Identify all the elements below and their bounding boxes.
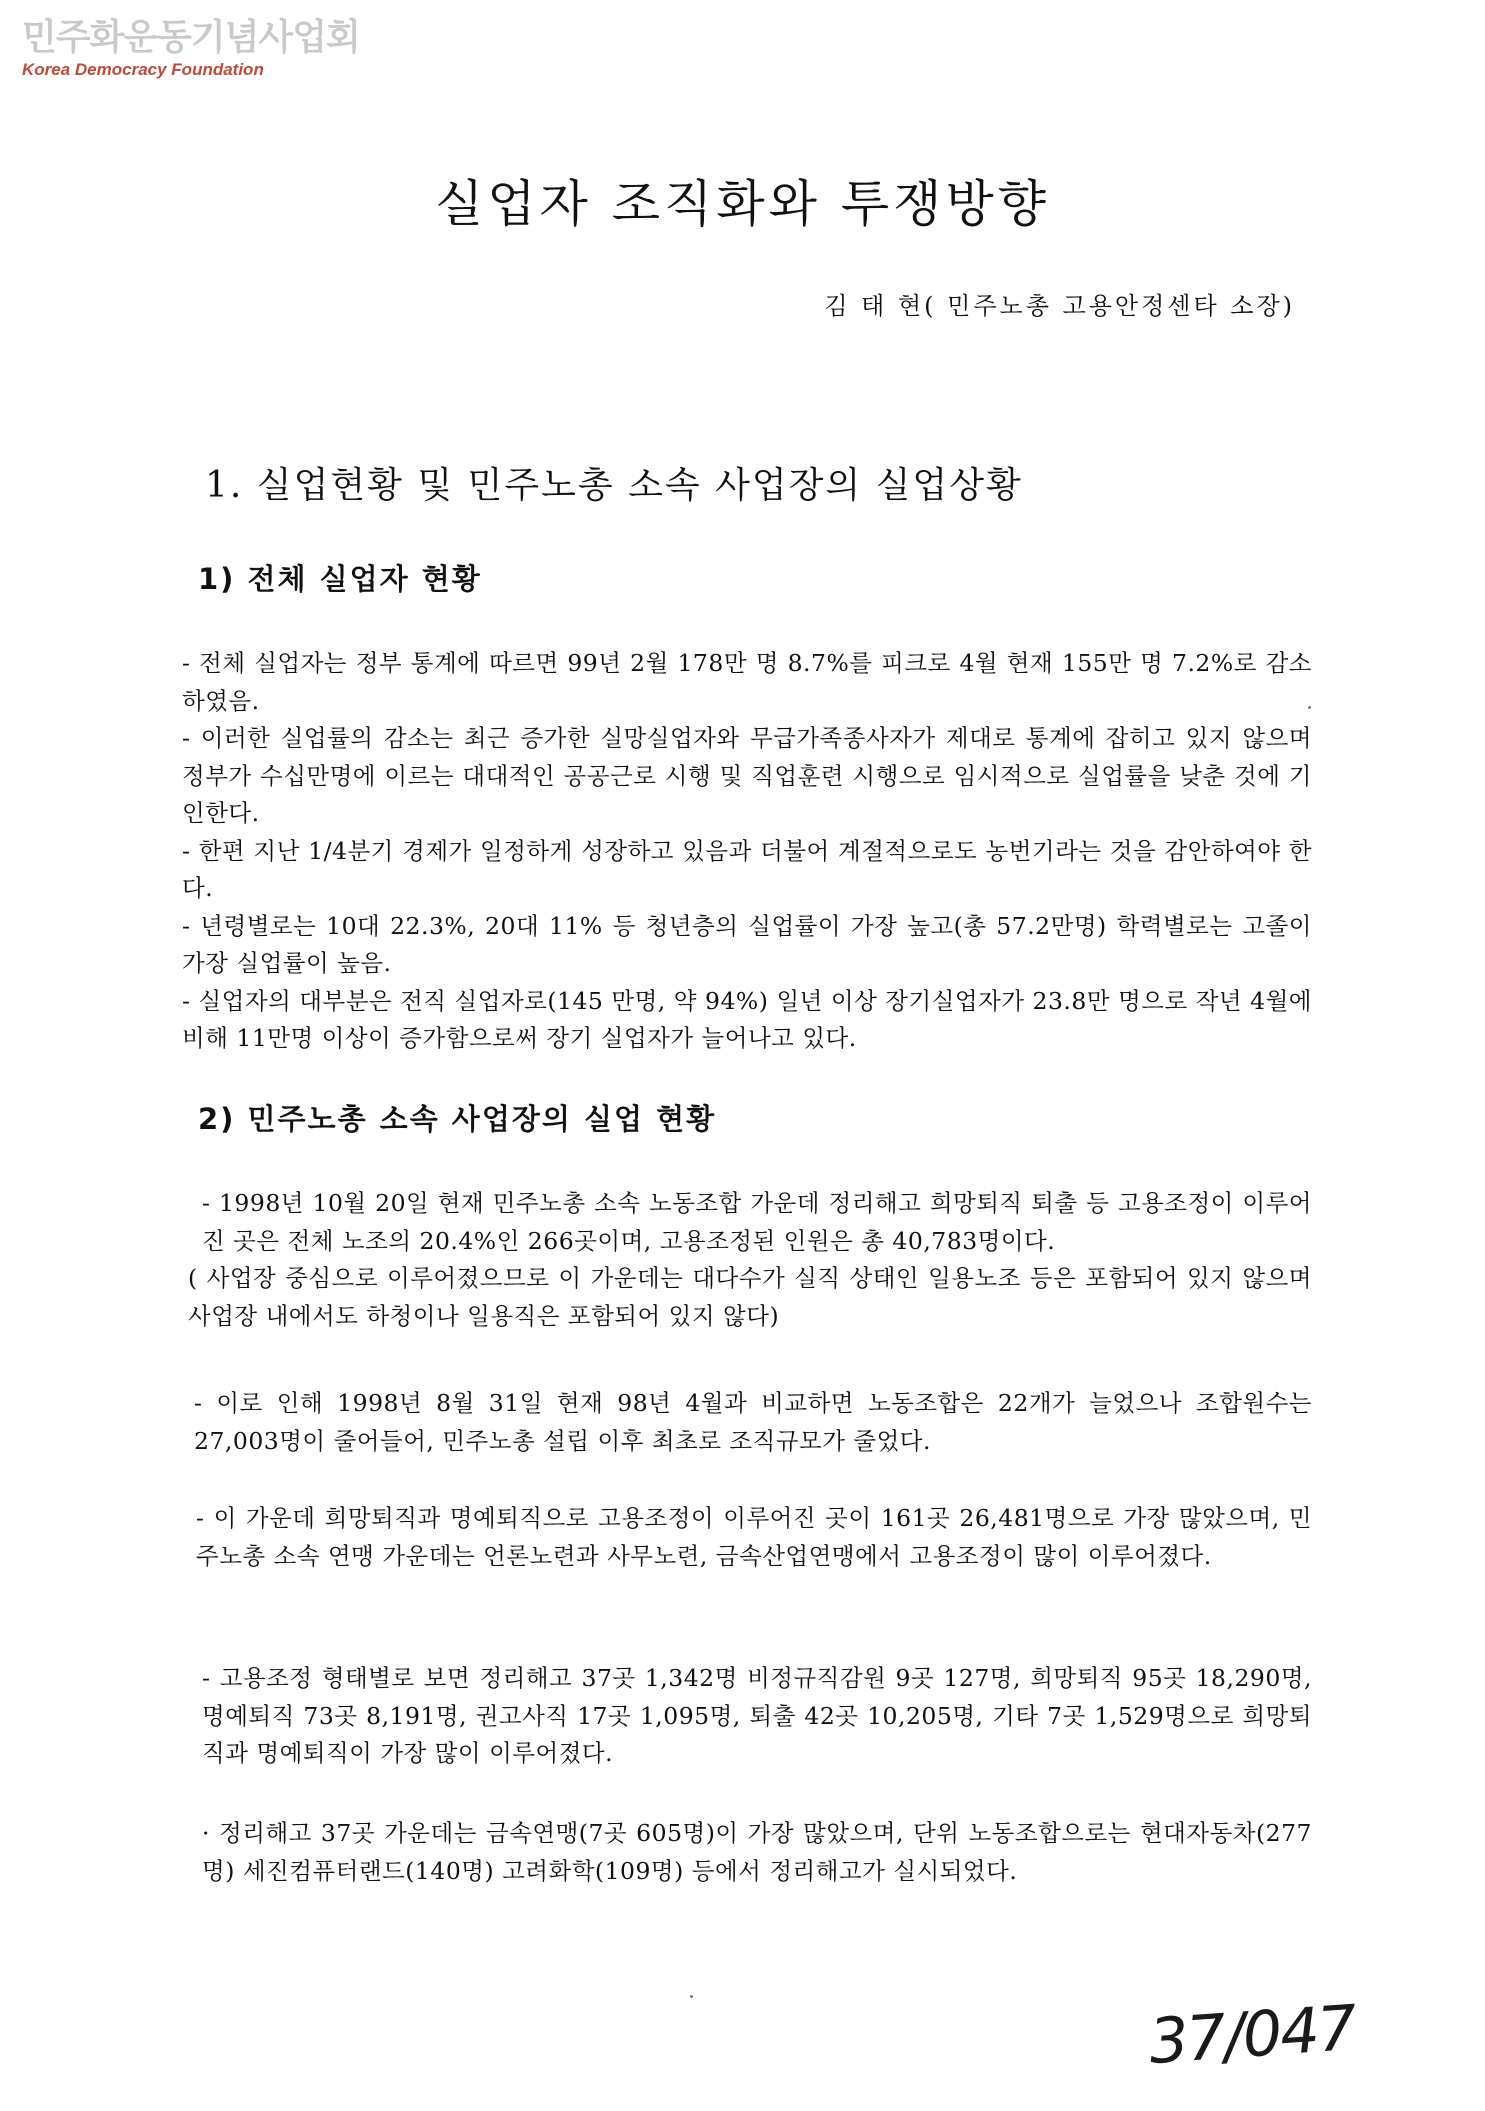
watermark-english: Korea Democracy Foundation: [22, 60, 264, 79]
paragraph: - 이러한 실업률의 감소는 최근 증가한 실망실업자와 무급가족종사자가 제대로 통계에 잡히고 있지 않으며 정부가 수십만명에 이르는 대대적인 공공근로 시행 및 직업훈련 시행으로 임시적으로 실업률을 낮춘 것에 기인한다.: [182, 724, 1312, 827]
paragraph: · 정리해고 37곳 가운데는 금속연맹(7곳 605명)이 가장 많았으며, 단위 노동조합으로는 현대자동차(277명) 세진컴퓨터랜드(140명) 고려화학(109명) 등에서 정리해고가 실시되었다.: [202, 1819, 1312, 1885]
scan-speck: [1308, 706, 1311, 709]
scan-speck: [690, 1995, 693, 1998]
subsection-1-title: 1) 전체 실업자 현황: [198, 562, 482, 596]
subsection-1-body: [182, 645, 1312, 1058]
subsection-2-title: 2) 민주노총 소속 사업장의 실업 현황: [198, 1102, 717, 1136]
paragraph: - 한편 지난 1/4분기 경제가 일정하게 성장하고 있음과 더불어 계절적으로도 농번기라는 것을 감안하여야 한다.: [182, 836, 1312, 902]
subsection-2-paragraph-3: [182, 1500, 1312, 1575]
paragraph: - 이로 인해 1998년 8월 31일 현재 98년 4월과 비교하면 노동조합은 22개가 늘었으나 조합원수는 27,003명이 줄어들어, 민주노총 설립 이후 최초로 조직규모가 줄었다.: [194, 1389, 1312, 1455]
paragraph: - 이 가운데 희망퇴직과 명예퇴직으로 고용조정이 이루어진 곳이 161곳 26,481명으로 가장 많았으며, 민주노총 소속 연맹 가운데는 언론노련과 사무노련, 금속산업연맹에서 고용조정이 많이 이루어졌다.: [196, 1504, 1312, 1570]
section-1-title: 1. 실업현황 및 민주노총 소속 사업장의 실업상황: [205, 465, 1023, 506]
paragraph: ( 사업장 중심으로 이루어졌으므로 이 가운데는 대다수가 실직 상태인 일용노조 등은 포함되어 있지 않으며 사업장 내에서도 하청이나 일용직은 포함되어 있지 않다): [188, 1264, 1312, 1330]
paragraph: - 년령별로는 10대 22.3%, 20대 11% 등 청년층의 실업률이 가장 높고(총 57.2만명) 학력별로는 고졸이 가장 실업률이 높음.: [182, 911, 1312, 977]
subsection-2-paragraph-2: [182, 1385, 1312, 1460]
watermark-logo: [22, 18, 360, 80]
watermark-korean: 민주화운동기념사업회: [22, 17, 360, 58]
subsection-2-paragraph-4: [182, 1660, 1312, 1773]
handwritten-page-number: 37/047: [1146, 1990, 1358, 2079]
subsection-2-paragraph-5: [182, 1815, 1312, 1890]
subsection-2-paragraph-1: [182, 1185, 1312, 1335]
paragraph: - 전체 실업자는 정부 통계에 따르면 99년 2월 178만 명 8.7%를 피크로 4월 현재 155만 명 7.2%로 감소하였음.: [182, 649, 1312, 715]
document-title: 실업자 조직화와 투쟁방향: [434, 175, 1051, 233]
paragraph: - 1998년 10월 20일 현재 민주노총 소속 노동조합 가운데 정리해고 희망퇴직 퇴출 등 고용조정이 이루어진 곳은 전체 노조의 20.4%인 266곳이며, 고용조정된 인원은 총 40,783명이다.: [202, 1189, 1312, 1255]
paragraph: - 실업자의 대부분은 전직 실업자로(145 만명, 약 94%) 일년 이상 장기실업자가 23.8만 명으로 작년 4월에 비해 11만명 이상이 증가함으로써 장기 실업자가 늘어나고 있다.: [182, 986, 1312, 1052]
paragraph: - 고용조정 형태별로 보면 정리해고 37곳 1,342명 비정규직감원 9곳 127명, 희망퇴직 95곳 18,290명, 명예퇴직 73곳 8,191명, 권고사직 17곳 1,095명, 퇴출 42곳 10,205명, 기타 7곳 1,529명으로 희망퇴직과 명예퇴직이 가장 많이 이루어졌다.: [202, 1664, 1312, 1767]
author-line: 김 태 현( 민주노총 고용안정센타 소장): [824, 292, 1295, 320]
